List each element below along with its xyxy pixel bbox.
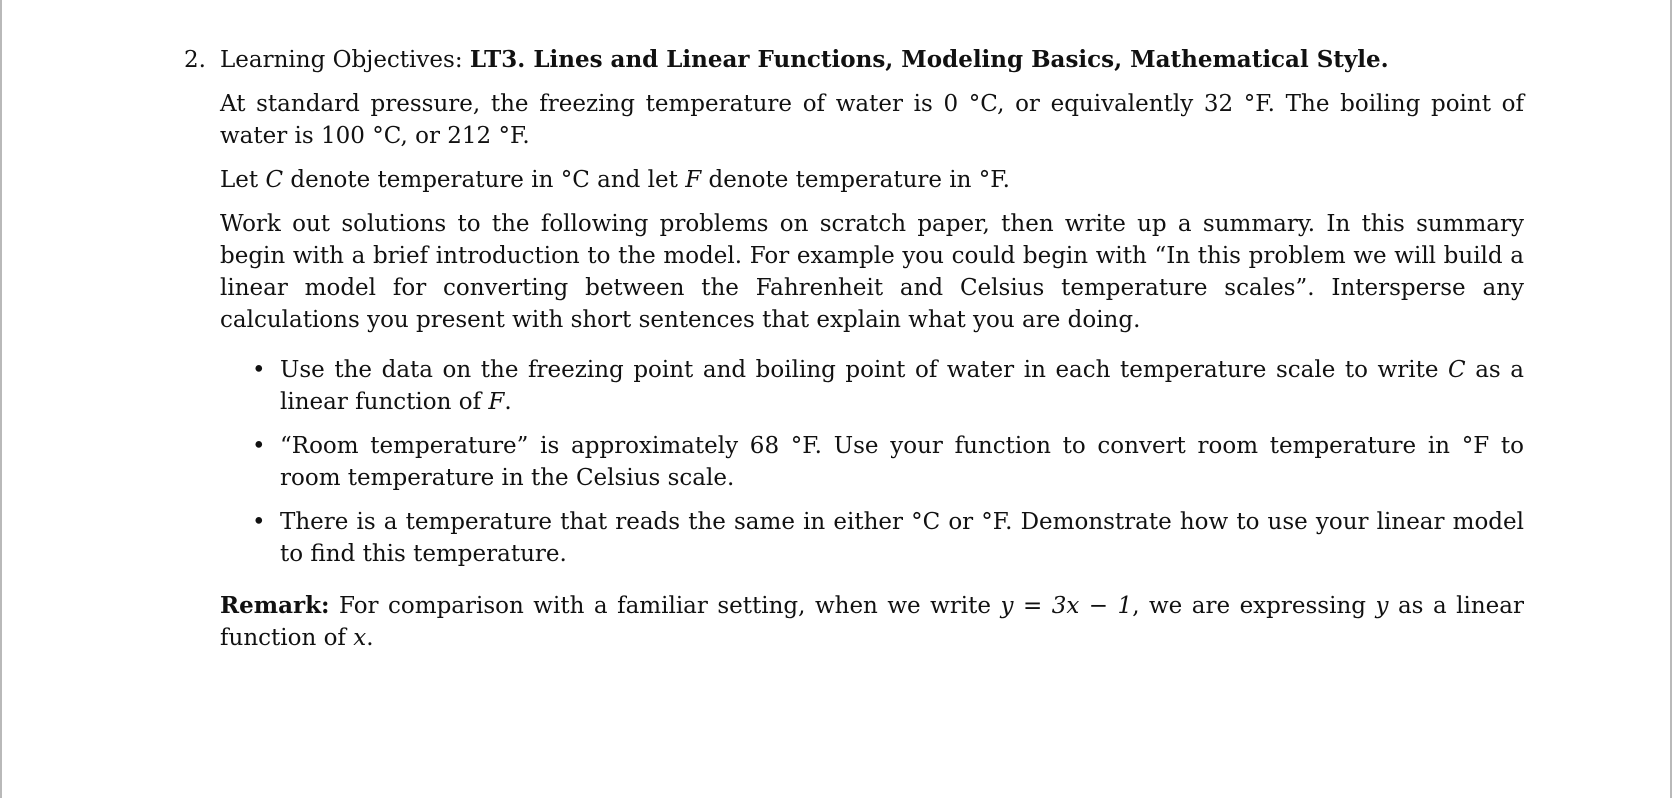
- problem-number: 2.: [184, 47, 206, 73]
- remark-text-4: .: [366, 625, 374, 651]
- paragraph-variables-text-1: Let: [220, 167, 266, 193]
- variable-c: C: [265, 167, 284, 193]
- list-item: [220, 506, 1524, 570]
- task-1-text-1: Use the data on the freezing point and boiling point of water in each temperature scale to write: [280, 357, 1449, 383]
- problem-heading: [184, 44, 1524, 76]
- list-item: [220, 430, 1524, 494]
- variable-c: C: [1448, 357, 1466, 383]
- remark-text-2: , we are expressing: [1132, 593, 1376, 619]
- paragraph-variables-text-2: denote temperature in °C and let: [283, 167, 686, 193]
- task-3-text: There is a temperature that reads the same in either °C or °F. Demonstrate how to use your linear model to find this temperature.: [280, 509, 1524, 567]
- paragraph-variables-text-3: denote temperature in °F.: [701, 167, 1010, 193]
- task-1-text-2: as a linear function of: [280, 357, 1524, 415]
- list-item: [220, 354, 1524, 418]
- remark-text-3: as a linear function of: [220, 593, 1524, 651]
- remark-equation: y = 3x − 1: [1000, 593, 1133, 619]
- variable-y: y: [1375, 593, 1389, 619]
- remark-paragraph: [220, 590, 1524, 654]
- problem-2: [184, 44, 1524, 654]
- task-2-text: “Room temperature” is approximately 68 °F. Use your function to convert room temperature in °F to room temperature in the Celsius scale.: [280, 433, 1524, 491]
- task-list: [220, 354, 1524, 570]
- remark-text-1: For comparison with a familiar setting, when we write: [329, 593, 1001, 619]
- variable-x: x: [353, 625, 367, 651]
- paragraph-freezing-boiling: At standard pressure, the freezing temperature of water is 0 °C, or equivalently 32 °F. The boiling point of water is 100 °C, or 212 °F.: [220, 91, 1524, 149]
- paragraph-variables: [220, 164, 1524, 196]
- objectives-label: Learning Objectives:: [220, 47, 463, 73]
- problem-body: [220, 88, 1524, 654]
- bullet-icon: •: [252, 433, 266, 459]
- variable-f: F: [685, 167, 702, 193]
- task-1-text-3: .: [504, 389, 512, 415]
- learning-objectives: LT3. Lines and Linear Functions, Modeling Basics, Mathematical Style.: [469, 46, 1389, 73]
- paragraph-instructions: Work out solutions to the following problems on scratch paper, then write up a summary. In this summary begin with a brief introduction to the model. For example you could begin with “In this problem we will build a linear model for converting between the Fahrenheit and Celsius temperature scales”. Intersperse any calculations you present with short sentences that explain what you are doing.: [220, 211, 1524, 333]
- bullet-icon: •: [252, 357, 266, 383]
- remark-label: Remark:: [220, 592, 330, 619]
- variable-f: F: [488, 389, 505, 415]
- bullet-icon: •: [252, 509, 266, 535]
